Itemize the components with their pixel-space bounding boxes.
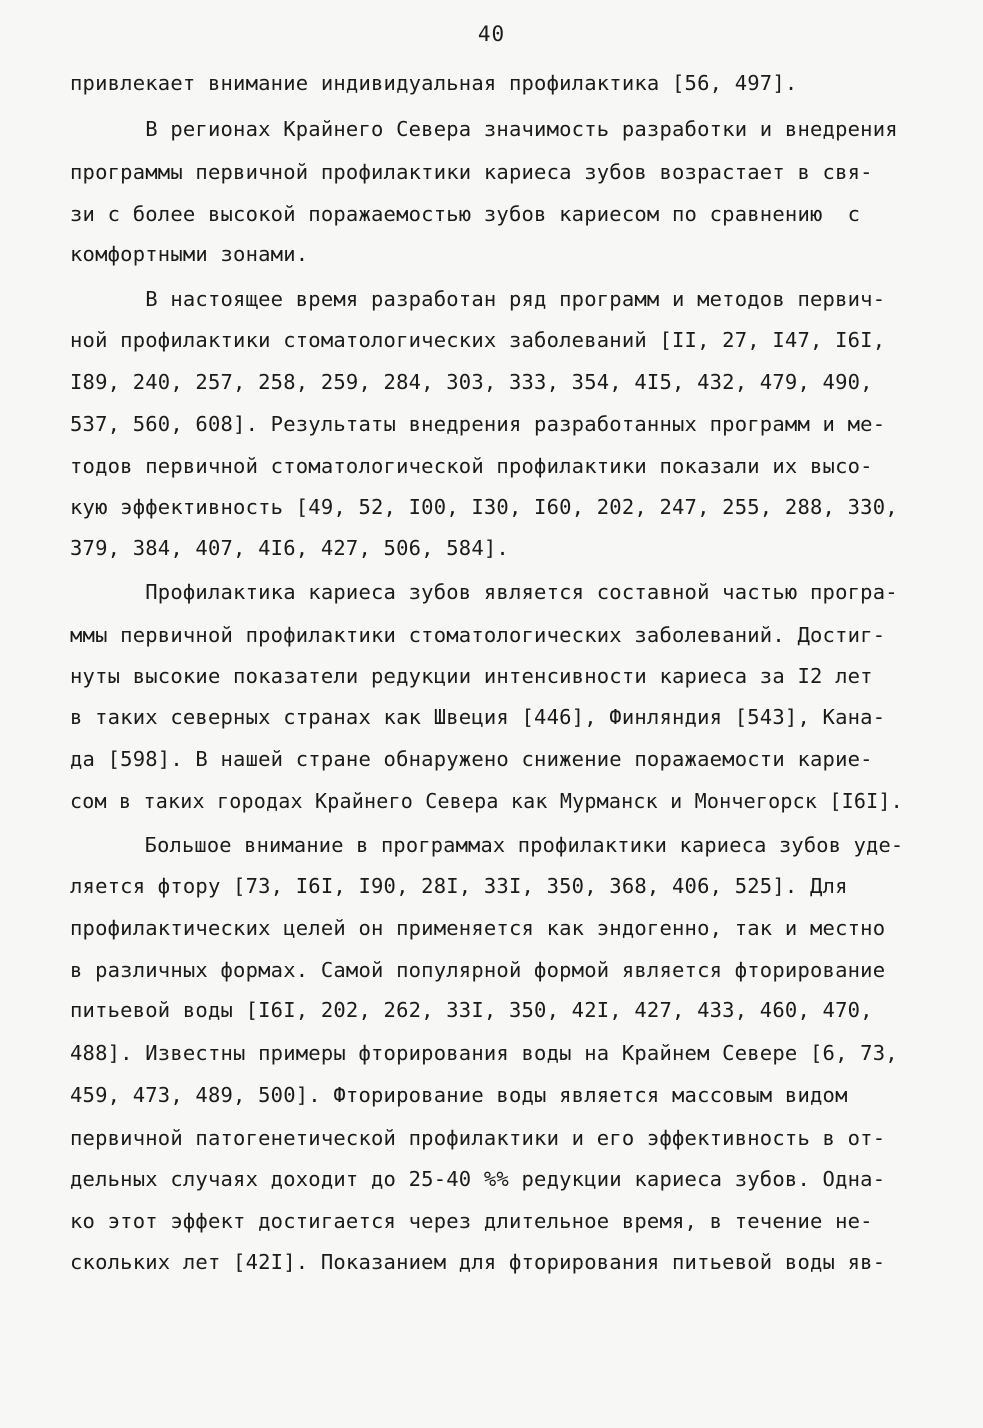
text-line: сом в таких городах Крайнего Севера как Мурманск и Мончегорск [I6I]. [70, 789, 903, 813]
text-line: ляется фтору [73, I6I, I90, 28I, 33I, 350, 368, 406, 525]. Для [70, 874, 848, 898]
text-line: программы первичной профилактики кариеса зубов возрастает в свя- [70, 160, 873, 184]
text-line: привлекает внимание индивидуальная профилактика [56, 497]. [70, 71, 798, 95]
text-line: комфортными зонами. [70, 242, 309, 266]
text-line: в таких северных странах как Швеция [446], Финляндия [543], Кана- [70, 705, 886, 729]
text-line: 537, 560, 608]. Результаты внедрения разработанных программ и ме- [70, 412, 886, 436]
text-line: питьевой воды [I6I, 202, 262, 33I, 350, 42I, 427, 433, 460, 470, [70, 998, 873, 1022]
text-line: В настоящее время разработан ряд программ и методов первич- [70, 287, 886, 311]
text-line: нуты высокие показатели редукции интенсивности кариеса за I2 лет [70, 664, 873, 688]
page-number: 40 [477, 22, 506, 46]
text-line: ммы первичной профилактики стоматологических заболеваний. Достиг- [70, 623, 886, 647]
text-line: профилактических целей он применяется как эндогенно, так и местно [70, 916, 886, 940]
text-line: да [598]. В нашей стране обнаружено снижение поражаемости карие- [70, 747, 873, 771]
text-line: скольких лет [42I]. Показанием для фторирования питьевой воды яв- [70, 1250, 886, 1274]
text-line: зи с более высокой поражаемостью зубов кариесом по сравнению с [70, 202, 861, 226]
text-line: I89, 240, 257, 258, 259, 284, 303, 333, 354, 4I5, 432, 479, 490, [70, 370, 873, 394]
text-line: дельных случаях доходит до 25-40 %% редукции кариеса зубов. Одна- [70, 1167, 886, 1191]
text-line: кую эффективность [49, 52, I00, I30, I60, 202, 247, 255, 288, 330, [70, 495, 898, 519]
text-line: тодов первичной стоматологической профилактики показали их высо- [70, 454, 873, 478]
text-line: Профилактика кариеса зубов является составной частью програ- [70, 580, 898, 604]
text-line: 459, 473, 489, 500]. Фторирование воды является массовым видом [70, 1083, 848, 1107]
text-line: ной профилактики стоматологических заболеваний [II, 27, I47, I6I, [70, 328, 886, 352]
text-line: первичной патогенетической профилактики и его эффективность в от- [70, 1126, 886, 1150]
text-line: 379, 384, 407, 4I6, 427, 506, 584]. [70, 536, 509, 560]
text-line: 488]. Известны примеры фторирования воды на Крайнем Севере [6, 73, [70, 1041, 898, 1065]
text-line: В регионах Крайнего Севера значимость разработки и внедрения [70, 117, 898, 141]
text-line: Большое внимание в программах профилактики кариеса зубов уде- [70, 833, 904, 857]
text-line: в различных формах. Самой популярной формой является фторирование [70, 958, 886, 982]
text-line: ко этот эффект достигается через длительное время, в течение не- [70, 1209, 873, 1233]
